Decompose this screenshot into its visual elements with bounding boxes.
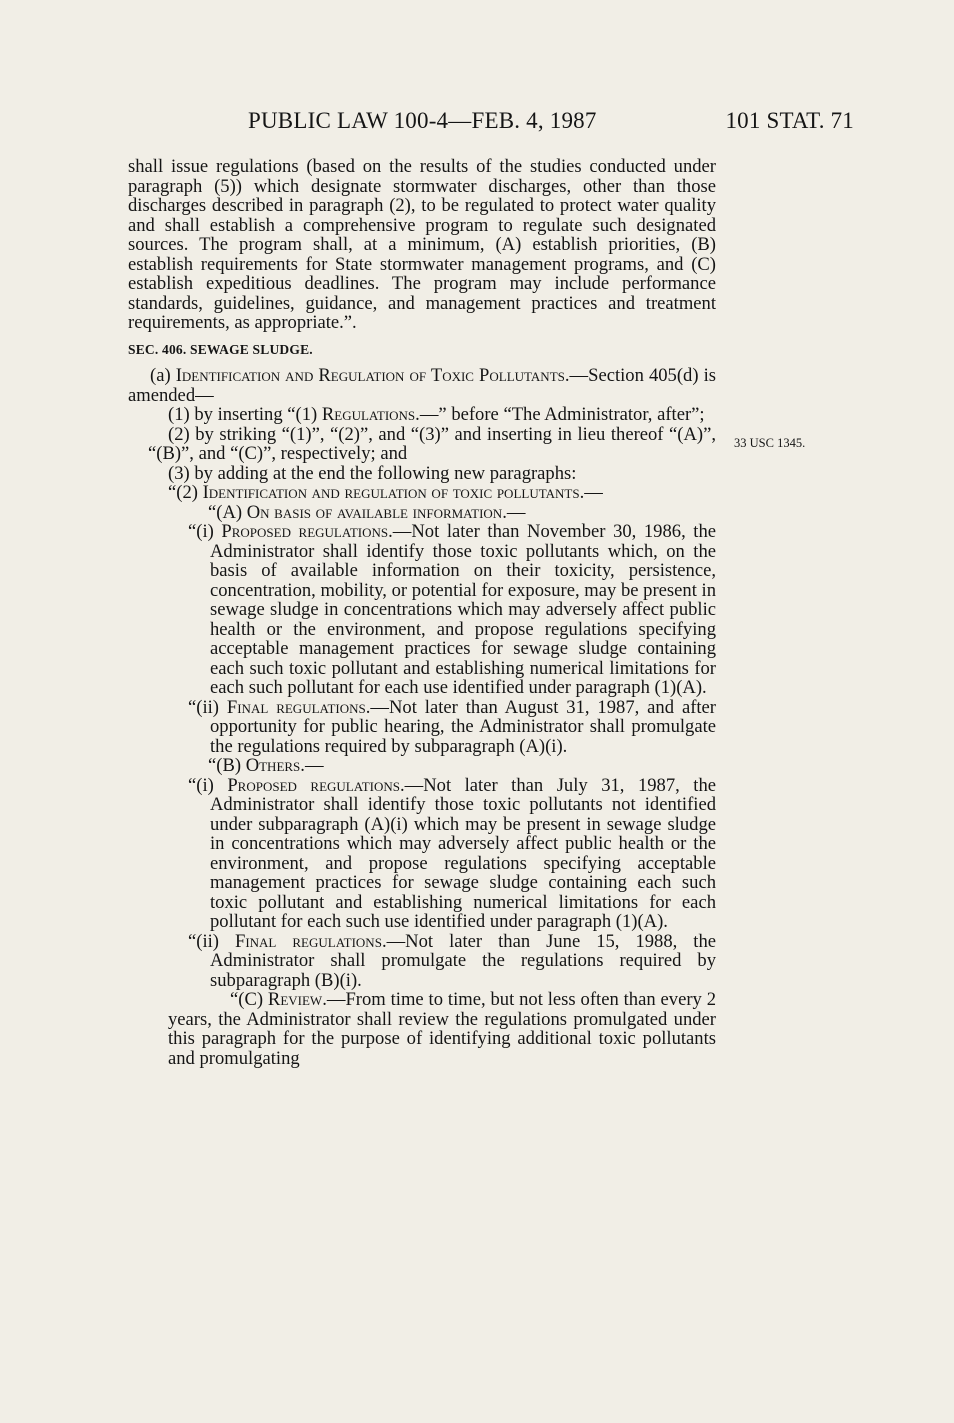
amendment-item-3: (3) by adding at the end the following new paragraphs:	[168, 462, 577, 484]
section-heading: SEC. 406. SEWAGE SLUDGE.	[128, 341, 313, 357]
statute-body	[128, 157, 716, 1068]
qAii-lead: “(ii)	[188, 696, 227, 718]
quoted-subparagraph-B	[128, 756, 716, 776]
subsection-a-lead: (a)	[150, 365, 176, 386]
quoted-clause-A-ii	[128, 698, 716, 757]
margin-citation: 33 USC 1345.	[734, 436, 806, 450]
qBi-lead: “(i)	[188, 774, 228, 796]
subsection-a	[128, 366, 716, 405]
q2-heading: Identification and regulation of toxic pollutants	[202, 482, 580, 503]
qAi-lead: “(i)	[188, 521, 222, 542]
qC-heading: Review	[267, 989, 323, 1010]
qC-text: .—From time to time, but not less often than every 2 years, the Administrator shall review the regulations promulgated under this paragraph for the purpose of identifying additional toxic pollutants and promulgating	[168, 989, 716, 1069]
item-1-smallcaps: Regulations	[321, 404, 416, 425]
qA-dash: .—	[502, 501, 526, 523]
amendment-item-1	[128, 405, 716, 425]
qAi-heading: Proposed regulations	[221, 521, 389, 542]
quoted-paragraph-2	[128, 483, 716, 503]
qBii-lead: “(ii)	[188, 930, 235, 952]
qBi-heading: Proposed regulations	[227, 774, 400, 796]
qA-lead: “(A)	[208, 501, 247, 523]
qB-heading: Others	[245, 755, 301, 776]
qC-lead: “(C)	[230, 989, 268, 1010]
q2-dash: .—	[579, 482, 603, 503]
subsection-a-text: .—Section 405(d) is amended—	[128, 365, 716, 406]
paragraph-stormwater-continuation: shall issue regulations (based on the results of the studies conducted under paragraph (5)) which designate stormwater discharges, other than those discharges described in paragraph (2), to be regulated to protect water quality and shall establish a comprehensive program to regulate such designated sources. The program shall, at a minimum, (A) establish priorities, (B) establish requirements for State stormwater management programs, and (C) establish expeditious deadlines. The program may include performance standards, guidelines, guidance, and management practices and treatment requirements, as appropriate.”.	[128, 156, 716, 333]
qA-heading: On basis of available information	[246, 501, 503, 523]
qB-dash: .—	[300, 755, 324, 776]
quoted-subparagraph-C	[128, 990, 716, 1068]
qAii-text: .—Not later than August 31, 1987, and after opportunity for public hearing, the Administrator shall promulgate the regulations required by subparagraph (A)(i).	[210, 696, 716, 757]
qBi-text: .—Not later than July 31, 1987, the Administrator shall identify those toxic pollutants not identified under subparagraph (A)(i) which may be present in sewage sludge in concentrations which may adversely affect public health or the environment, and propose regulations specifying acceptable management practices for sewage sludge containing each such toxic pollutant and establishing numerical limitations for each pollutant for each such use identified under paragraph (1)(A).	[210, 774, 717, 932]
qAii-heading: Final regulations	[226, 696, 366, 718]
qBii-text: .—Not later than June 15, 1988, the Administrator shall promulgate the regulations required by subparagraph (B)(i).	[210, 930, 717, 991]
running-header-title: PUBLIC LAW 100-4—FEB. 4, 1987	[248, 108, 597, 133]
qAi-text: .—Not later than November 30, 1986, the Administrator shall identify those toxic pollutants which, on the basis of available information on their toxicity, persistence, concentration, mobility, or potential for exposure, may be present in sewage sludge in concentrations which may adversely affect public health or the environment, and propose regulations specifying acceptable management practices for sewage sludge containing each such toxic pollutant and establishing numerical limitations for each such pollutant for each use identified under paragraph (1)(A).	[210, 521, 717, 698]
quoted-subparagraph-A	[128, 503, 716, 523]
q2-lead: “(2)	[168, 482, 203, 503]
amendment-item-2: (2) by striking “(1)”, “(2)”, and “(3)” and inserting in lieu thereof “(A)”, “(B)”, and “(C)”, respectively; and	[148, 423, 716, 464]
quoted-clause-A-i	[128, 522, 716, 698]
qBii-heading: Final regulations	[234, 930, 382, 952]
subsection-a-heading: Identification and Regulation of Toxic Pollutants	[175, 365, 565, 386]
quoted-clause-B-i	[128, 776, 716, 932]
qB-lead: “(B)	[208, 755, 246, 776]
item-1-post: .—” before “The Administrator, after”;	[415, 404, 705, 425]
item-1-pre: (1) by inserting “(1)	[168, 404, 322, 425]
quoted-clause-B-ii	[128, 932, 716, 991]
running-header-stat-page: 101 STAT. 71	[725, 108, 854, 133]
